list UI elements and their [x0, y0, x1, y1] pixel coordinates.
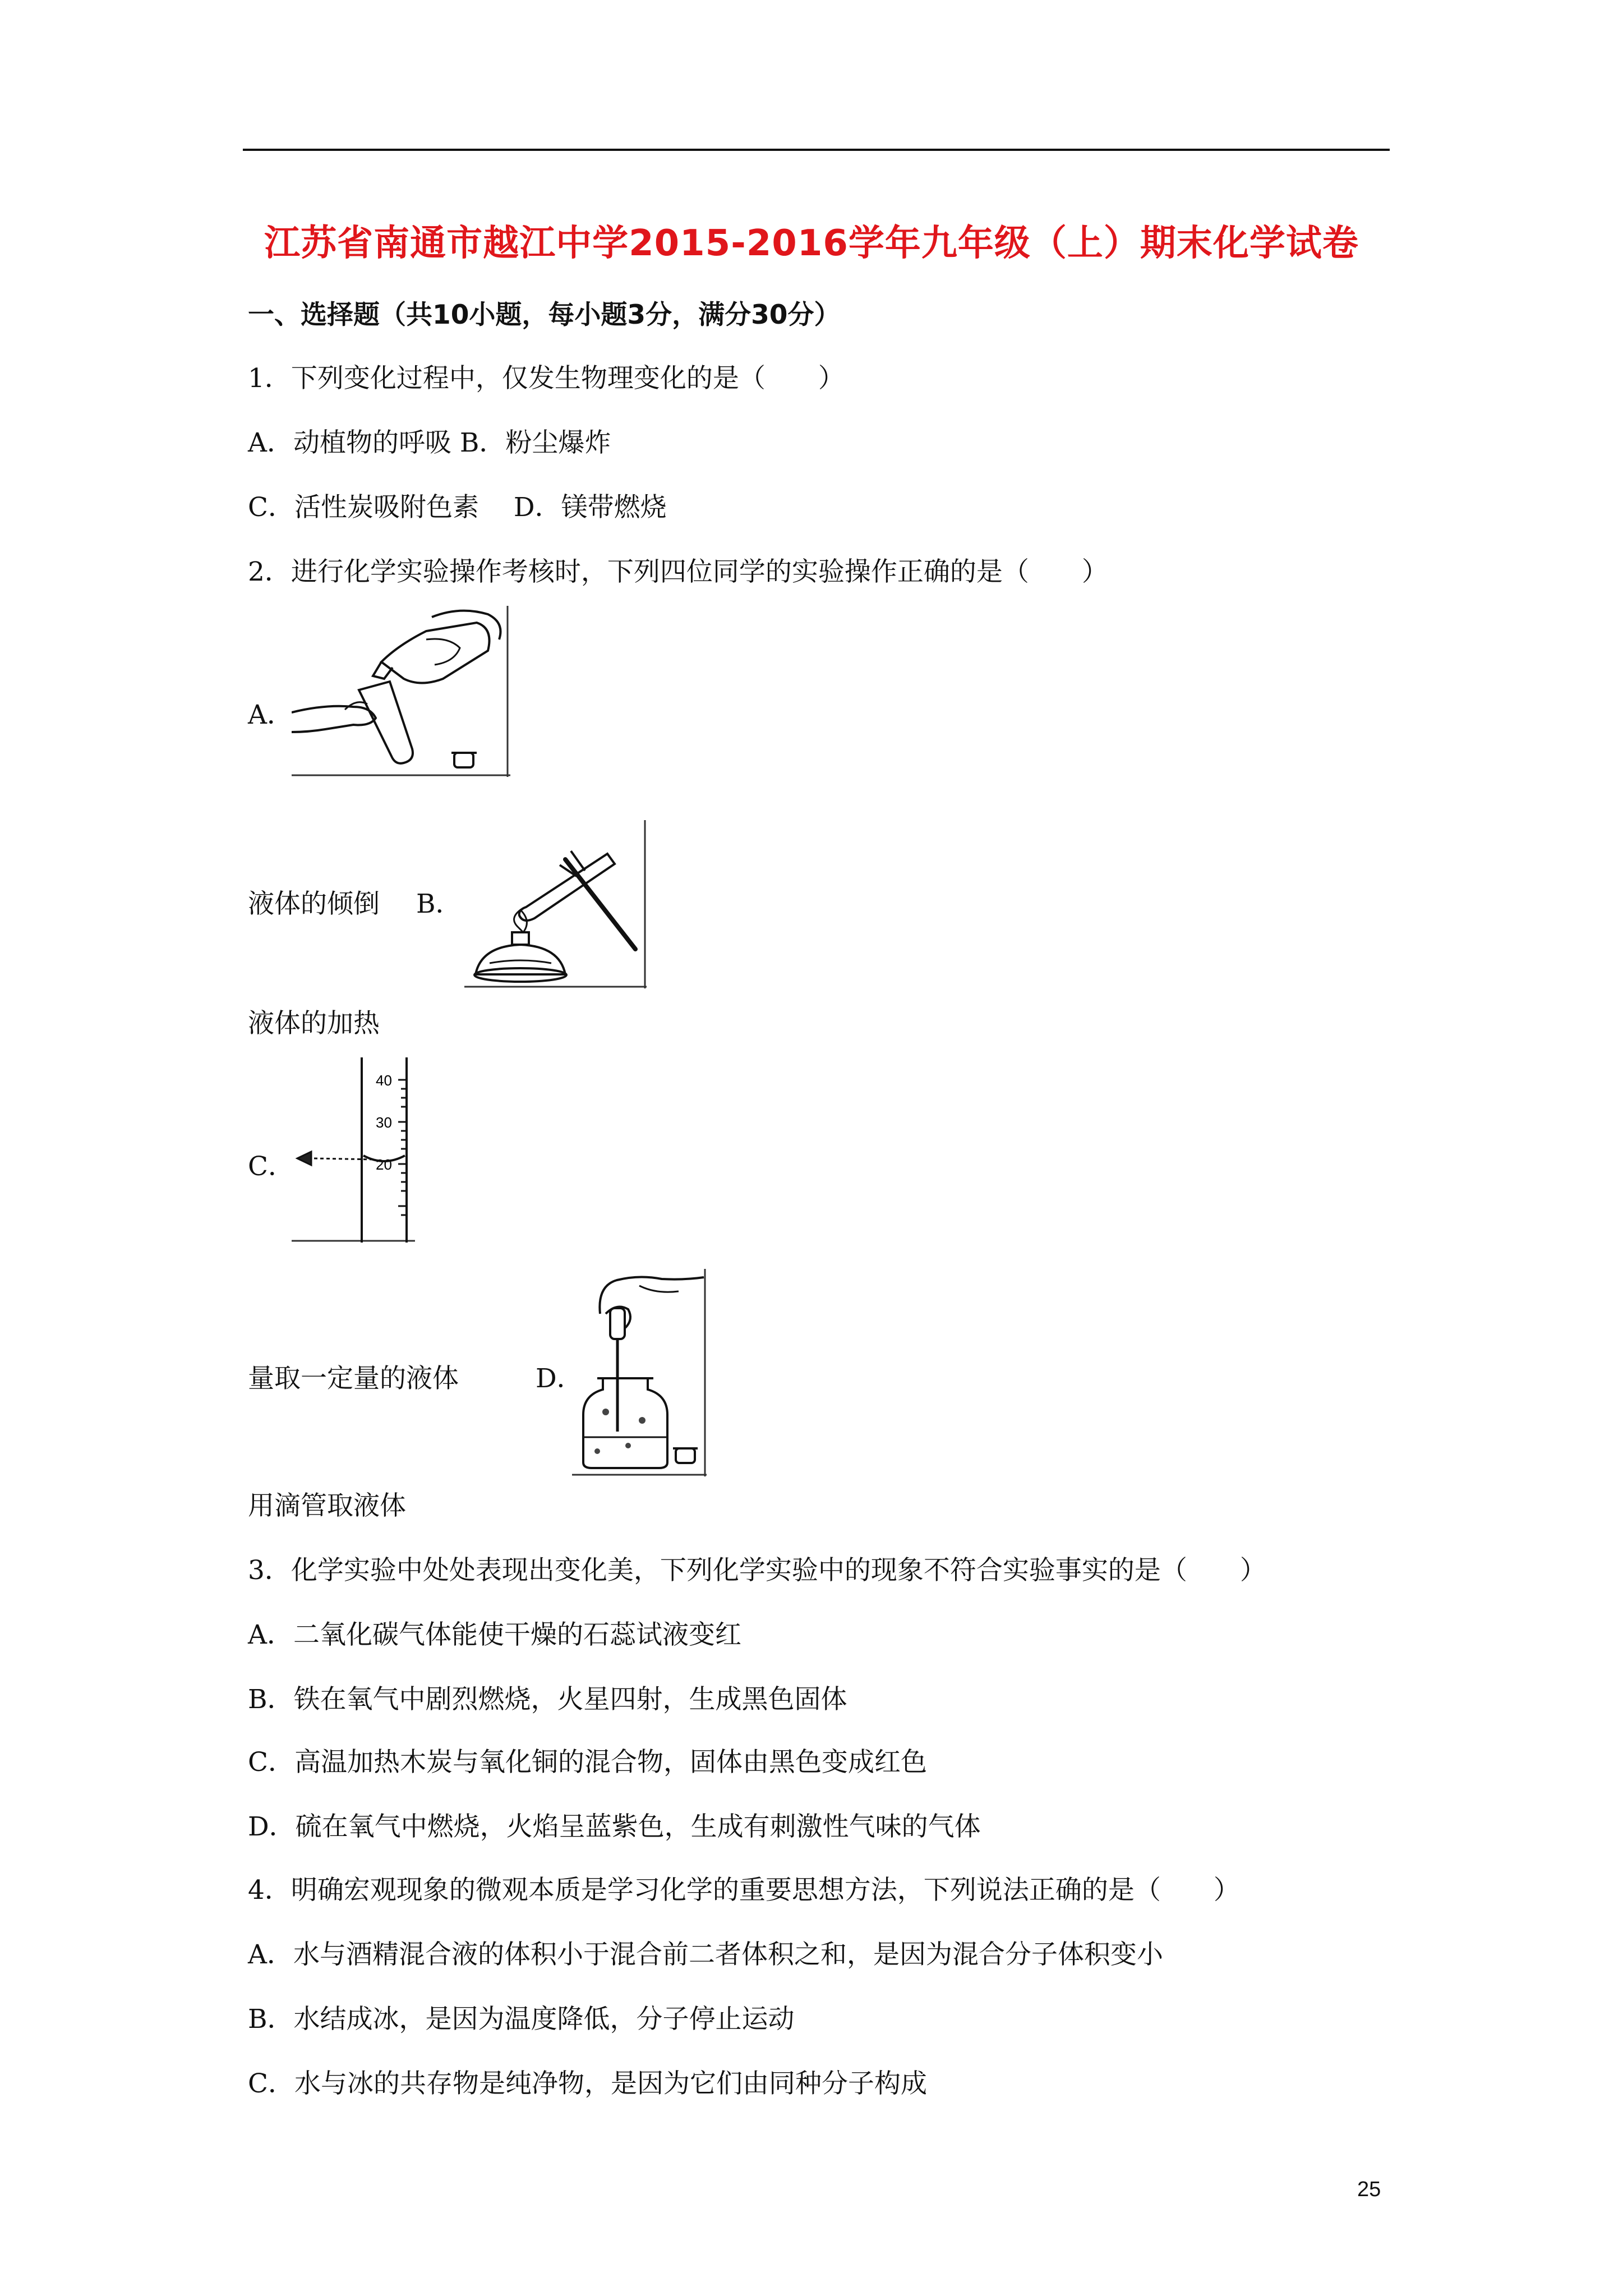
- header-rule: [243, 149, 1390, 151]
- question-4-option-b: B．水结成冰，是因为温度降低，分子停止运动: [248, 2004, 795, 2035]
- page-title: 江苏省南通市越江中学2015-2016学年九年级（上）期末化学试卷: [264, 223, 1359, 264]
- option-d-label: D．: [536, 1363, 583, 1394]
- page-number: 25: [1357, 2178, 1381, 2201]
- option-a-caption: 液体的倾倒: [248, 889, 380, 919]
- graduated-cylinder-figure: [292, 1057, 415, 1243]
- question-4-option-c: C．水与冰的共存物是纯净物，是因为它们由同种分子构成: [248, 2068, 927, 2099]
- option-a-label: A．: [248, 700, 293, 730]
- dropper-figure: [572, 1269, 707, 1476]
- question-3-option-c: C．高温加热木炭与氧化铜的混合物，固体由黑色变成红色: [248, 1747, 927, 1778]
- question-3-option-d: D．硫在氧气中燃烧，火焰呈蓝紫色，生成有刺激性气味的气体: [248, 1811, 981, 1842]
- question-4-option-a: A．水与酒精混合液的体积小于混合前二者体积之和，是因为混合分子体积变小: [248, 1939, 1163, 1970]
- pouring-liquid-figure: [292, 606, 510, 777]
- question-2-stem: 2．进行化学实验操作考核时，下列四位同学的实验操作正确的是（ ）: [248, 556, 1108, 587]
- option-d-caption: 用滴管取液体: [248, 1490, 406, 1521]
- option-b-caption: 液体的加热: [248, 1008, 380, 1039]
- question-4-stem: 4．明确宏观现象的微观本质是学习化学的重要思想方法，下列说法正确的是（ ）: [248, 1875, 1240, 1906]
- cylinder-tick-20: 20: [376, 1156, 392, 1173]
- cylinder-tick-40: 40: [376, 1072, 392, 1089]
- heating-liquid-figure: [464, 820, 647, 988]
- section-heading: 一、选择题（共10小题，每小题3分，满分30分）: [248, 300, 841, 330]
- question-3-option-b: B．铁在氧气中剧烈燃烧，火星四射，生成黑色固体: [248, 1684, 847, 1715]
- question-1-options-ab: A．动植物的呼吸 B．粉尘爆炸: [248, 427, 611, 458]
- question-3-option-a: A．二氧化碳气体能使干燥的石蕊试液变红: [248, 1619, 741, 1650]
- question-1-options-cd: C．活性炭吸附色素 D．镁带燃烧: [248, 492, 667, 523]
- option-b-label: B．: [416, 889, 462, 919]
- cylinder-tick-30: 30: [376, 1114, 392, 1131]
- question-3-stem: 3．化学实验中处处表现出变化美，下列化学实验中的现象不符合实验事实的是（ ）: [248, 1555, 1266, 1586]
- option-c-label: C．: [248, 1151, 294, 1182]
- question-1-stem: 1．下列变化过程中，仅发生物理变化的是（ ）: [248, 363, 845, 394]
- option-c-caption: 量取一定量的液体: [248, 1363, 459, 1394]
